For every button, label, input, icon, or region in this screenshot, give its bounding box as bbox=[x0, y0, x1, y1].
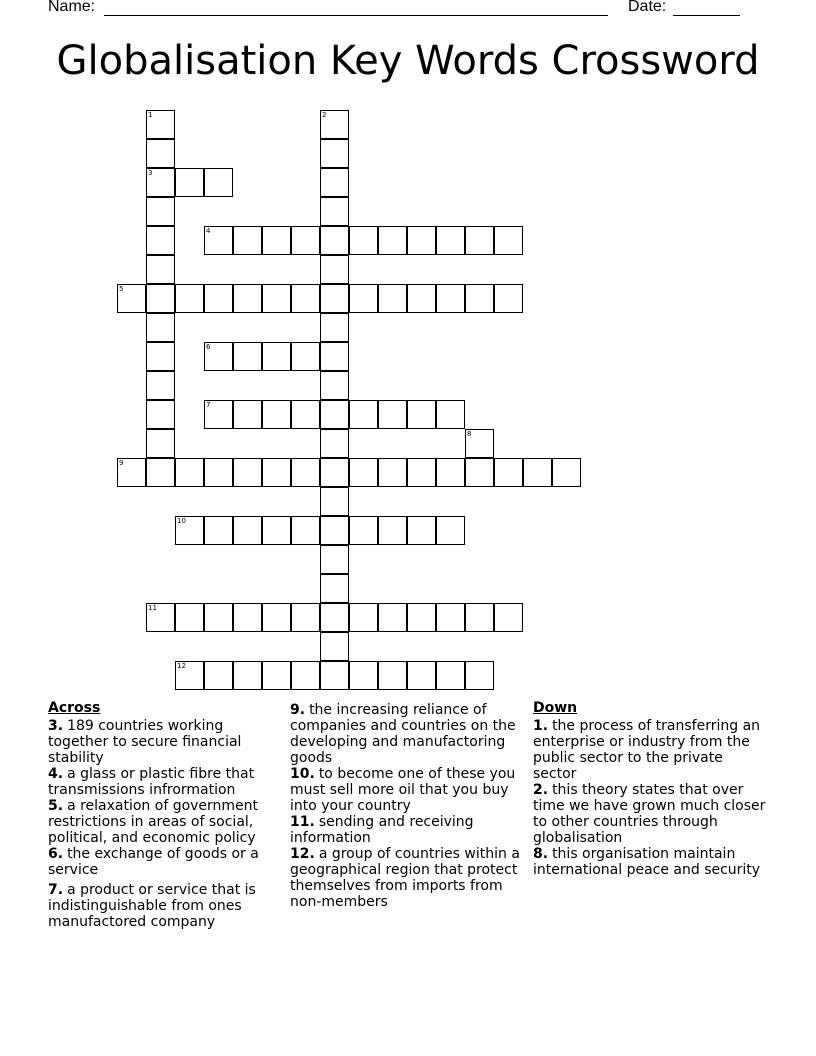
grid-cell[interactable] bbox=[378, 661, 407, 690]
grid-cell[interactable] bbox=[175, 168, 204, 197]
grid-cell[interactable] bbox=[320, 661, 349, 690]
grid-cell[interactable] bbox=[146, 255, 175, 284]
grid-cell[interactable] bbox=[233, 603, 262, 632]
clue-number: 2. bbox=[533, 782, 549, 798]
grid-cell[interactable] bbox=[204, 516, 233, 545]
grid-cell[interactable] bbox=[233, 516, 262, 545]
grid-cell[interactable] bbox=[146, 139, 175, 168]
clue-number: 1. bbox=[533, 718, 549, 734]
grid-cell[interactable] bbox=[320, 255, 349, 284]
name-label: Name: bbox=[48, 0, 96, 15]
clue-text: 189 countries working together to secure financial stability bbox=[48, 718, 242, 766]
grid-cell[interactable] bbox=[291, 603, 320, 632]
clue-across-11 bbox=[290, 814, 527, 846]
grid-cell[interactable] bbox=[204, 284, 233, 313]
grid-cell[interactable] bbox=[233, 400, 262, 429]
grid-cell[interactable] bbox=[465, 458, 494, 487]
grid-cell[interactable] bbox=[378, 226, 407, 255]
grid-cell[interactable] bbox=[146, 603, 175, 632]
grid-cell[interactable] bbox=[349, 400, 378, 429]
grid-cell[interactable] bbox=[204, 168, 233, 197]
grid-cell[interactable] bbox=[146, 458, 175, 487]
grid-cell[interactable] bbox=[233, 661, 262, 690]
grid-cell[interactable] bbox=[291, 400, 320, 429]
grid-cell[interactable] bbox=[175, 516, 204, 545]
grid-cell[interactable] bbox=[291, 226, 320, 255]
grid-cell[interactable] bbox=[349, 458, 378, 487]
grid-cell[interactable] bbox=[378, 603, 407, 632]
grid-cell[interactable] bbox=[146, 313, 175, 342]
clue-down-2 bbox=[533, 782, 768, 846]
grid-cell[interactable] bbox=[320, 516, 349, 545]
clue-text: the exchange of goods or a service bbox=[48, 846, 259, 878]
cell-number: 8 bbox=[467, 430, 472, 438]
grid-cell[interactable] bbox=[291, 458, 320, 487]
grid-cell[interactable] bbox=[436, 226, 465, 255]
grid-cell[interactable] bbox=[320, 226, 349, 255]
clue-text: a relaxation of government restrictions in areas of social, political, and economic policy bbox=[48, 798, 259, 846]
cell-number: 9 bbox=[119, 459, 124, 467]
clue-text: a glass or plastic fibre that transmissions infrormation bbox=[48, 766, 255, 798]
grid-cell[interactable] bbox=[233, 226, 262, 255]
grid-cell[interactable] bbox=[233, 458, 262, 487]
grid-cell[interactable] bbox=[320, 545, 349, 574]
grid-cell[interactable] bbox=[494, 603, 523, 632]
grid-cell[interactable] bbox=[436, 284, 465, 313]
grid-cell[interactable] bbox=[407, 458, 436, 487]
grid-cell[interactable] bbox=[378, 284, 407, 313]
grid-cell[interactable] bbox=[320, 632, 349, 661]
clue-number: 12. bbox=[290, 846, 315, 862]
grid-cell[interactable] bbox=[320, 400, 349, 429]
clue-number: 8. bbox=[533, 846, 549, 862]
cell-number: 6 bbox=[206, 343, 211, 351]
clue-across-3 bbox=[48, 718, 273, 766]
grid-cell[interactable] bbox=[204, 226, 233, 255]
grid-cell[interactable] bbox=[494, 226, 523, 255]
clue-down-8 bbox=[533, 846, 768, 878]
grid-cell[interactable] bbox=[349, 603, 378, 632]
grid-cell[interactable] bbox=[436, 603, 465, 632]
cell-number: 1 bbox=[148, 111, 153, 119]
clue-number: 3. bbox=[48, 718, 64, 734]
grid-cell[interactable] bbox=[320, 139, 349, 168]
grid-cell[interactable] bbox=[465, 661, 494, 690]
grid-cell[interactable] bbox=[407, 603, 436, 632]
grid-cell[interactable] bbox=[494, 458, 523, 487]
grid-cell[interactable] bbox=[175, 603, 204, 632]
grid-cell[interactable] bbox=[407, 400, 436, 429]
grid-cell[interactable] bbox=[349, 284, 378, 313]
cell-number: 7 bbox=[206, 401, 211, 409]
grid-cell[interactable] bbox=[494, 284, 523, 313]
grid-cell[interactable] bbox=[320, 574, 349, 603]
grid-cell[interactable] bbox=[146, 168, 175, 197]
grid-cell[interactable] bbox=[204, 342, 233, 371]
clue-number: 11. bbox=[290, 814, 315, 830]
grid-cell[interactable] bbox=[407, 284, 436, 313]
grid-cell[interactable] bbox=[436, 458, 465, 487]
clue-text: sending and receiving information bbox=[290, 814, 474, 846]
grid-cell[interactable] bbox=[320, 284, 349, 313]
clue-across-7 bbox=[48, 882, 273, 930]
grid-cell[interactable] bbox=[262, 284, 291, 313]
clue-text: this organisation maintain international peace and security bbox=[533, 846, 761, 878]
grid-cell[interactable] bbox=[320, 197, 349, 226]
grid-cell[interactable] bbox=[465, 284, 494, 313]
grid-cell[interactable] bbox=[378, 458, 407, 487]
grid-cell[interactable] bbox=[349, 226, 378, 255]
grid-cell[interactable] bbox=[262, 516, 291, 545]
grid-cell[interactable] bbox=[407, 226, 436, 255]
grid-cell[interactable] bbox=[523, 458, 552, 487]
grid-cell[interactable] bbox=[436, 661, 465, 690]
down-heading: Down bbox=[533, 700, 578, 716]
clues-column-1 bbox=[48, 700, 273, 930]
clue-number: 6. bbox=[48, 846, 64, 862]
grid-cell[interactable] bbox=[291, 342, 320, 371]
clue-across-9 bbox=[290, 702, 527, 766]
grid-cell[interactable] bbox=[320, 458, 349, 487]
grid-cell[interactable] bbox=[146, 342, 175, 371]
clue-text: this theory states that over time we have grown much closer to other countries through globalisation bbox=[533, 782, 766, 846]
grid-cell[interactable] bbox=[436, 516, 465, 545]
grid-cell[interactable] bbox=[262, 400, 291, 429]
grid-cell[interactable] bbox=[204, 603, 233, 632]
grid-cell[interactable] bbox=[291, 284, 320, 313]
grid-cell[interactable] bbox=[204, 400, 233, 429]
grid-cell[interactable] bbox=[291, 661, 320, 690]
cell-number: 3 bbox=[148, 169, 153, 177]
grid-cell[interactable] bbox=[146, 197, 175, 226]
date-label: Date: bbox=[628, 0, 667, 15]
clues-column-2 bbox=[290, 702, 527, 910]
clue-across-10 bbox=[290, 766, 527, 814]
cell-number: 10 bbox=[177, 517, 186, 525]
clue-number: 4. bbox=[48, 766, 64, 782]
grid-cell[interactable] bbox=[320, 429, 349, 458]
clue-text: a group of countries within a geographical region that protect themselves from imports from non-members bbox=[290, 846, 520, 910]
grid-cell[interactable] bbox=[146, 429, 175, 458]
clue-down-1 bbox=[533, 718, 768, 782]
grid-cell[interactable] bbox=[320, 342, 349, 371]
cell-number: 5 bbox=[119, 285, 124, 293]
clue-number: 7. bbox=[48, 882, 64, 898]
cell-number: 12 bbox=[177, 662, 186, 670]
grid-cell[interactable] bbox=[320, 603, 349, 632]
cell-number: 4 bbox=[206, 227, 211, 235]
grid-cell[interactable] bbox=[204, 458, 233, 487]
grid-cell[interactable] bbox=[233, 342, 262, 371]
page-title: Globalisation Key Words Crossword bbox=[56, 38, 760, 84]
grid-cell[interactable] bbox=[320, 371, 349, 400]
grid-cell[interactable] bbox=[407, 661, 436, 690]
grid-cell[interactable] bbox=[320, 487, 349, 516]
grid-cell[interactable] bbox=[117, 284, 146, 313]
grid-cell[interactable] bbox=[320, 110, 349, 139]
grid-cell[interactable] bbox=[465, 429, 494, 458]
grid-cell[interactable] bbox=[552, 458, 581, 487]
grid-cell[interactable] bbox=[378, 516, 407, 545]
grid-cell[interactable] bbox=[204, 661, 233, 690]
grid-cell[interactable] bbox=[262, 458, 291, 487]
clue-across-5 bbox=[48, 798, 273, 846]
clue-number: 5. bbox=[48, 798, 64, 814]
clues-column-3 bbox=[533, 700, 768, 878]
grid-cell[interactable] bbox=[436, 400, 465, 429]
clue-text: the increasing reliance of companies and countries on the developing and manufactoring goods bbox=[290, 702, 516, 766]
clue-across-4 bbox=[48, 766, 273, 798]
grid-cell[interactable] bbox=[233, 284, 262, 313]
grid-cell[interactable] bbox=[146, 371, 175, 400]
grid-cell[interactable] bbox=[146, 284, 175, 313]
clue-across-12 bbox=[290, 846, 527, 910]
grid-cell[interactable] bbox=[146, 400, 175, 429]
clue-across-6 bbox=[48, 846, 273, 878]
grid-cell[interactable] bbox=[320, 168, 349, 197]
grid-cell[interactable] bbox=[349, 516, 378, 545]
grid-cell[interactable] bbox=[262, 661, 291, 690]
cell-number: 11 bbox=[148, 604, 157, 612]
grid-cell[interactable] bbox=[175, 458, 204, 487]
grid-cell[interactable] bbox=[175, 661, 204, 690]
grid-cell[interactable] bbox=[175, 284, 204, 313]
clue-text: a product or service that is indistinguishable from ones manufactored company bbox=[48, 882, 256, 930]
across-heading: Across bbox=[48, 700, 101, 716]
grid-cell[interactable] bbox=[291, 516, 320, 545]
grid-cell[interactable] bbox=[146, 226, 175, 255]
cell-number: 2 bbox=[322, 111, 327, 119]
clue-number: 10. bbox=[290, 766, 315, 782]
grid-cell[interactable] bbox=[146, 110, 175, 139]
grid-cell[interactable] bbox=[465, 226, 494, 255]
grid-cell[interactable] bbox=[320, 313, 349, 342]
grid-cell[interactable] bbox=[378, 400, 407, 429]
clue-number: 9. bbox=[290, 702, 306, 718]
grid-cell[interactable] bbox=[407, 516, 436, 545]
grid-cell[interactable] bbox=[262, 342, 291, 371]
clue-text: to become one of these you must sell more oil that you buy into your country bbox=[290, 766, 516, 814]
grid-cell[interactable] bbox=[349, 661, 378, 690]
grid-cell[interactable] bbox=[262, 603, 291, 632]
grid-cell[interactable] bbox=[465, 603, 494, 632]
clue-text: the process of transferring an enterprise or industry from the public sector to the private sector bbox=[533, 718, 761, 782]
grid-cell[interactable] bbox=[262, 226, 291, 255]
grid-cell[interactable] bbox=[117, 458, 146, 487]
